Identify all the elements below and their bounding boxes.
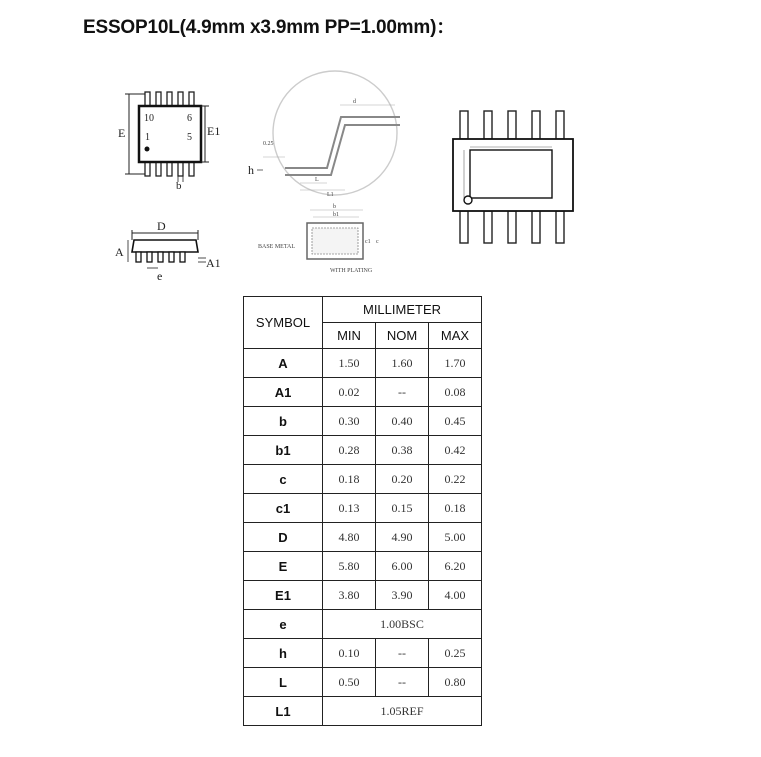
symbol-cell: E1 (244, 581, 323, 610)
pin-10-label: 10 (144, 113, 154, 124)
symbol-cell: A1 (244, 378, 323, 407)
lead-profile-drawing (245, 75, 415, 275)
max-value-cell: 1.70 (429, 349, 482, 378)
min-value-cell: 3.80 (323, 581, 376, 610)
max-value-cell: 0.25 (429, 639, 482, 668)
min-value-cell: 0.50 (323, 668, 376, 697)
dim-L1: L1 (327, 192, 334, 198)
nom-value-cell: 0.40 (376, 407, 429, 436)
symbol-cell: D (244, 523, 323, 552)
dim-b: b (176, 180, 182, 192)
max-value-cell: 5.00 (429, 523, 482, 552)
unit-header: MILLIMETER (323, 297, 482, 323)
dimension-table (243, 296, 482, 726)
with-plating-label: WITH PLATING (330, 268, 373, 274)
min-value-cell: 0.18 (323, 465, 376, 494)
nom-value-cell: 3.90 (376, 581, 429, 610)
table-row (244, 436, 482, 465)
pin-1-label: 1 (145, 132, 150, 143)
max-value-cell: 0.45 (429, 407, 482, 436)
col-header-nom: NOM (376, 323, 429, 349)
nom-value-cell: -- (376, 639, 429, 668)
dim-D: D (157, 219, 166, 233)
symbol-cell: L1 (244, 697, 323, 726)
pin-6-label: 6 (187, 113, 192, 124)
min-value-cell: 0.28 (323, 436, 376, 465)
col-header-min: MIN (323, 323, 376, 349)
table-row (244, 610, 482, 639)
nom-value-cell: 4.90 (376, 523, 429, 552)
min-value-cell: 5.80 (323, 552, 376, 581)
base-metal-label: BASE METAL (258, 244, 296, 250)
symbol-header: SYMBOL (244, 297, 323, 349)
dim-E1: E1 (207, 124, 221, 138)
dim-c: c (376, 239, 379, 245)
nom-value-cell: 0.20 (376, 465, 429, 494)
dim-e: e (157, 269, 163, 283)
symbol-cell: c1 (244, 494, 323, 523)
bottom-view-drawing (450, 105, 580, 245)
table-row (244, 349, 482, 378)
table-row (244, 494, 482, 523)
dim-h: h (248, 163, 254, 177)
merged-value-cell: 1.05REF (323, 697, 482, 726)
max-value-cell: 0.42 (429, 436, 482, 465)
table-row (244, 378, 482, 407)
table-row (244, 523, 482, 552)
max-value-cell: 4.00 (429, 581, 482, 610)
symbol-cell: A (244, 349, 323, 378)
symbol-cell: b (244, 407, 323, 436)
symbol-cell: E (244, 552, 323, 581)
pin-5-label: 5 (187, 132, 192, 143)
symbol-cell: h (244, 639, 323, 668)
min-value-cell: 4.80 (323, 523, 376, 552)
table-row (244, 697, 482, 726)
dim-L: L (315, 177, 319, 183)
dim-c1: c1 (365, 239, 371, 245)
angle-label: 0.25 (263, 141, 274, 147)
nom-value-cell: 0.15 (376, 494, 429, 523)
table-row (244, 581, 482, 610)
symbol-cell: b1 (244, 436, 323, 465)
nom-value-cell: 6.00 (376, 552, 429, 581)
col-header-max: MAX (429, 323, 482, 349)
table-row (244, 407, 482, 436)
max-value-cell: 0.08 (429, 378, 482, 407)
min-value-cell: 0.02 (323, 378, 376, 407)
symbol-cell: c (244, 465, 323, 494)
merged-value-cell: 1.00BSC (323, 610, 482, 639)
max-value-cell: 0.22 (429, 465, 482, 494)
max-value-cell: 6.20 (429, 552, 482, 581)
page-title: ESSOP10L(4.9mm x3.9mm PP=1.00mm)： (83, 17, 455, 38)
table-row (244, 639, 482, 668)
top-view-drawing (115, 88, 225, 193)
nom-value-cell: 0.38 (376, 436, 429, 465)
max-value-cell: 0.80 (429, 668, 482, 697)
dim-b-section: b (333, 204, 336, 210)
dim-b1-section: b1 (333, 212, 339, 218)
min-value-cell: 0.30 (323, 407, 376, 436)
svg-text:d: d (353, 99, 356, 105)
dim-A1: A1 (206, 256, 221, 270)
min-value-cell: 1.50 (323, 349, 376, 378)
min-value-cell: 0.13 (323, 494, 376, 523)
dim-E: E (118, 126, 126, 140)
table-row (244, 552, 482, 581)
symbol-cell: L (244, 668, 323, 697)
max-value-cell: 0.18 (429, 494, 482, 523)
dim-A: A (115, 245, 124, 259)
nom-value-cell: -- (376, 378, 429, 407)
min-value-cell: 0.10 (323, 639, 376, 668)
nom-value-cell: 1.60 (376, 349, 429, 378)
symbol-cell: e (244, 610, 323, 639)
table-row (244, 465, 482, 494)
nom-value-cell: -- (376, 668, 429, 697)
table-row (244, 668, 482, 697)
side-view-drawing (112, 218, 227, 283)
